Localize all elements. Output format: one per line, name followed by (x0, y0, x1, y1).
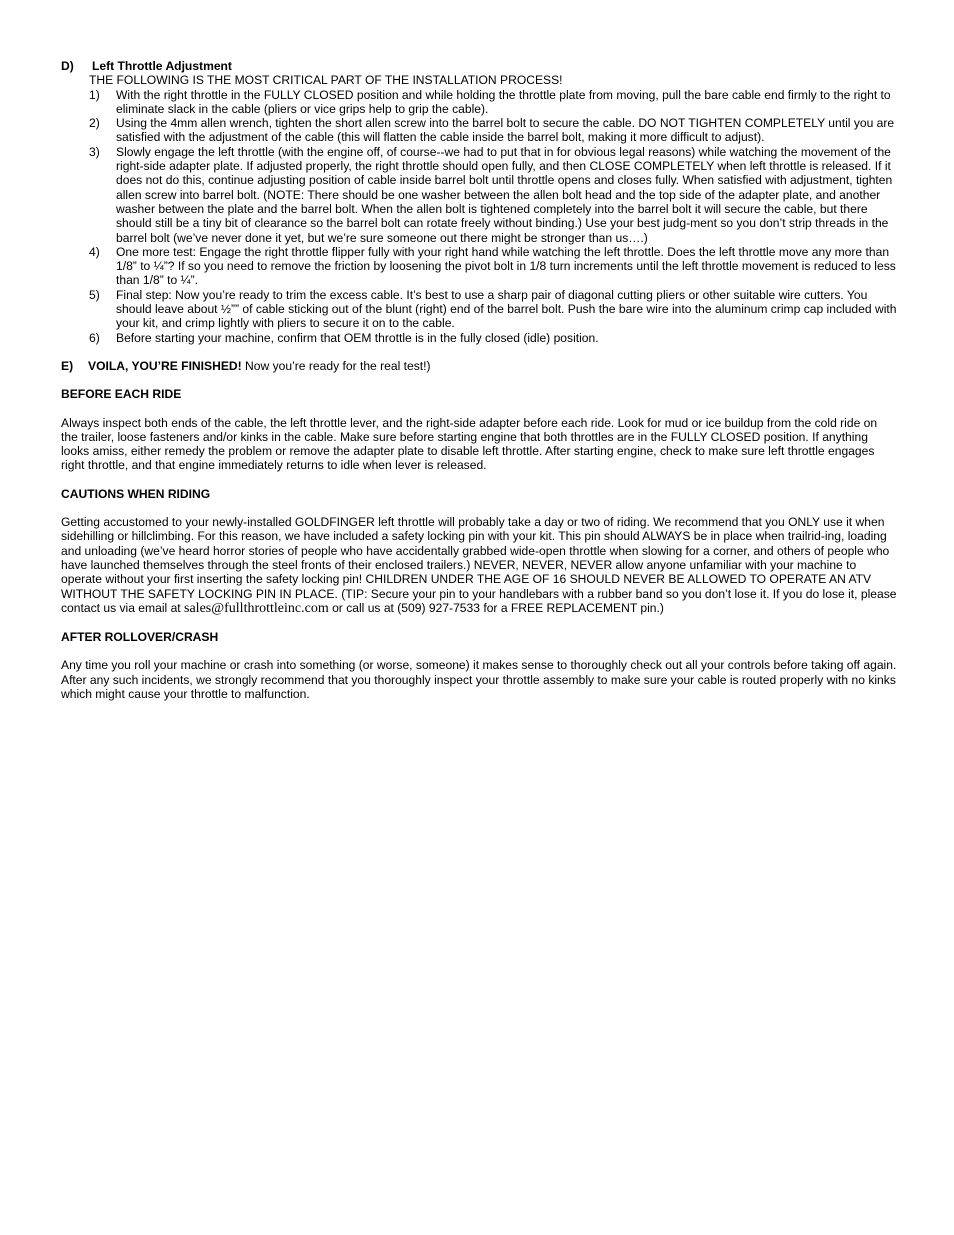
list-item (61, 331, 897, 345)
cautions-text: Getting accustomed to your newly-installed GOLDFINGER left throttle will probably take a day or two of riding. We recommend that you ONLY use it when sidehilling or hillclimbing. For this reason, we have included a safety locking pin with your kit. This pin should ALWAYS be in place when trailrid-ing, loading and unloading (we’ve heard horror stories of people who have accidentally grabbed wide-open throttle when slowing for a corner, and others of people who have launched themselves through the steel fronts of their enclosed trailers.) NEVER, NEVER, NEVER allow anyone unfamiliar with your machine to operate without your first inserting the safety locking pin! CHILDREN UNDER THE AGE OF 16 SHOULD NEVER BE ALLOWED TO OPERATE AN ATV WITHOUT THE SAFETY LOCKING PIN IN PLACE. (TIP: Secure your pin to your handlebars with a rubber band so you don’t lose it. If you do lose it, please contact us via email at (61, 515, 897, 615)
section-e-title: VOILA, YOU’RE FINISHED! (88, 358, 242, 373)
section-e-label: E) (61, 358, 74, 373)
step-text: Final step: Now you’re ready to trim the excess cable. It’s best to use a sharp pair of diagonal cutting pliers or other suitable wire cutters. You should leave about ½”” of cable sticking out of the blunt (right) end of the barrel bolt. Push the bare wire into the aluminum crimp cap included with your kit, and crimp lightly with pliers to secure it on to the cable. (116, 287, 897, 331)
cautions-heading: CAUTIONS WHEN RIDING (61, 486, 211, 501)
email-link[interactable]: sales@fullthrottleinc.com (184, 600, 329, 616)
before-each-ride-heading: BEFORE EACH RIDE (61, 387, 182, 402)
section-d-title: Left Throttle Adjustment (92, 59, 232, 73)
list-item (61, 245, 897, 288)
section-e-text: Now you’re ready for the real test!) (241, 358, 431, 373)
document-page (61, 59, 897, 701)
list-item (61, 88, 897, 117)
step-number: 6) (89, 330, 100, 345)
rollover-paragraph: Any time you roll your machine or crash into something (or worse, someone) it makes sense to thoroughly check out all your controls before taking off again. After any such incidents, we strongly recommend that you thoroughly inspect your throttle assembly to make sure your cable is routed properly with no kinks which might cause your throttle to malfunction. (61, 658, 897, 701)
section-d-heading (61, 59, 897, 73)
cautions-text-end: or call us at (509) 927-7533 for a FREE REPLACEMENT pin.) (328, 600, 664, 615)
adjustment-steps-list (61, 88, 897, 345)
step-number: 4) (89, 244, 100, 259)
step-text: Slowly engage the left throttle (with the engine off, of course--we had to put that in for obvious legal reasons) while watching the movement of the right-side adapter plate. If adjusted properly, the right throttle should open fully, and then CLOSE COMPLETELY when left throttle is released. If it does not do this, continue adjusting position of cable inside barrel bolt until throttle opens and closes fully. When satisfied with adjustment, tighten allen screw into barrel bolt. (NOTE: There should be one washer between the allen bolt head and the top side of the adapter plate, and another washer between the plate and the barrel bolt. When the allen bolt is tightened completely into the barrel bolt it will secure the cable, but there should still be a tiny bit of clearance so the barrel bolt can rotate freely without binding.) Use your best judg-ment so you don’t strip threads in the barrel bolt (we’ve never done it yet, but we’re sure someone out there might be stronger than us….) (116, 144, 893, 245)
before-each-ride-paragraph: Always inspect both ends of the cable, the left throttle lever, and the right-side adapter before each ride. Look for mud or ice buildup from the cold ride on the trailer, loose fasteners and/or kinks in the cable. Make sure before starting engine that both throttles are in the FULLY CLOSED position. If anything looks amiss, either remedy the problem or remove the adapter plate to disable left throttle. After starting engine, check to make sure left throttle engages right throttle, and that engine immediately returns to idle when lever is released. (61, 415, 878, 473)
step-text: Before starting your machine, confirm that OEM throttle is in the fully closed (idle) position. (116, 330, 599, 345)
cautions-paragraph (61, 515, 897, 616)
step-number: 2) (89, 116, 100, 131)
list-item (61, 145, 897, 245)
step-text: One more test: Engage the right throttle flipper fully with your right hand while watching the left throttle. Does the left throttle move any more than 1/8” to ¼”? If so you need to remove the friction by loosening the pivot bolt in 1/8 turn increments until the left throttle movement is reduced to less than 1/8” to ¼”. (116, 244, 896, 288)
rollover-heading: AFTER ROLLOVER/CRASH (61, 630, 219, 645)
section-d-label: D) (61, 59, 74, 73)
step-text: Using the 4mm allen wrench, tighten the short allen screw into the barrel bolt to secure the cable. DO NOT TIGHTEN COMPLETELY until you are satisfied with the adjustment of the cable (this will flatten the cable inside the barrel bolt, making it more difficult to adjust). (116, 116, 895, 145)
step-number: 3) (89, 144, 100, 159)
list-item (61, 116, 897, 145)
step-number: 1) (89, 87, 100, 102)
step-number: 5) (89, 287, 100, 302)
list-item (61, 288, 897, 331)
section-e-line (61, 359, 897, 373)
section-d-intro: THE FOLLOWING IS THE MOST CRITICAL PART OF THE INSTALLATION PROCESS! (89, 73, 563, 88)
step-text: With the right throttle in the FULLY CLOSED position and while holding the throttle plate from moving, pull the bare cable end firmly to the right to eliminate slack in the cable (pliers or vice grips help to grip the cable). (116, 87, 891, 116)
